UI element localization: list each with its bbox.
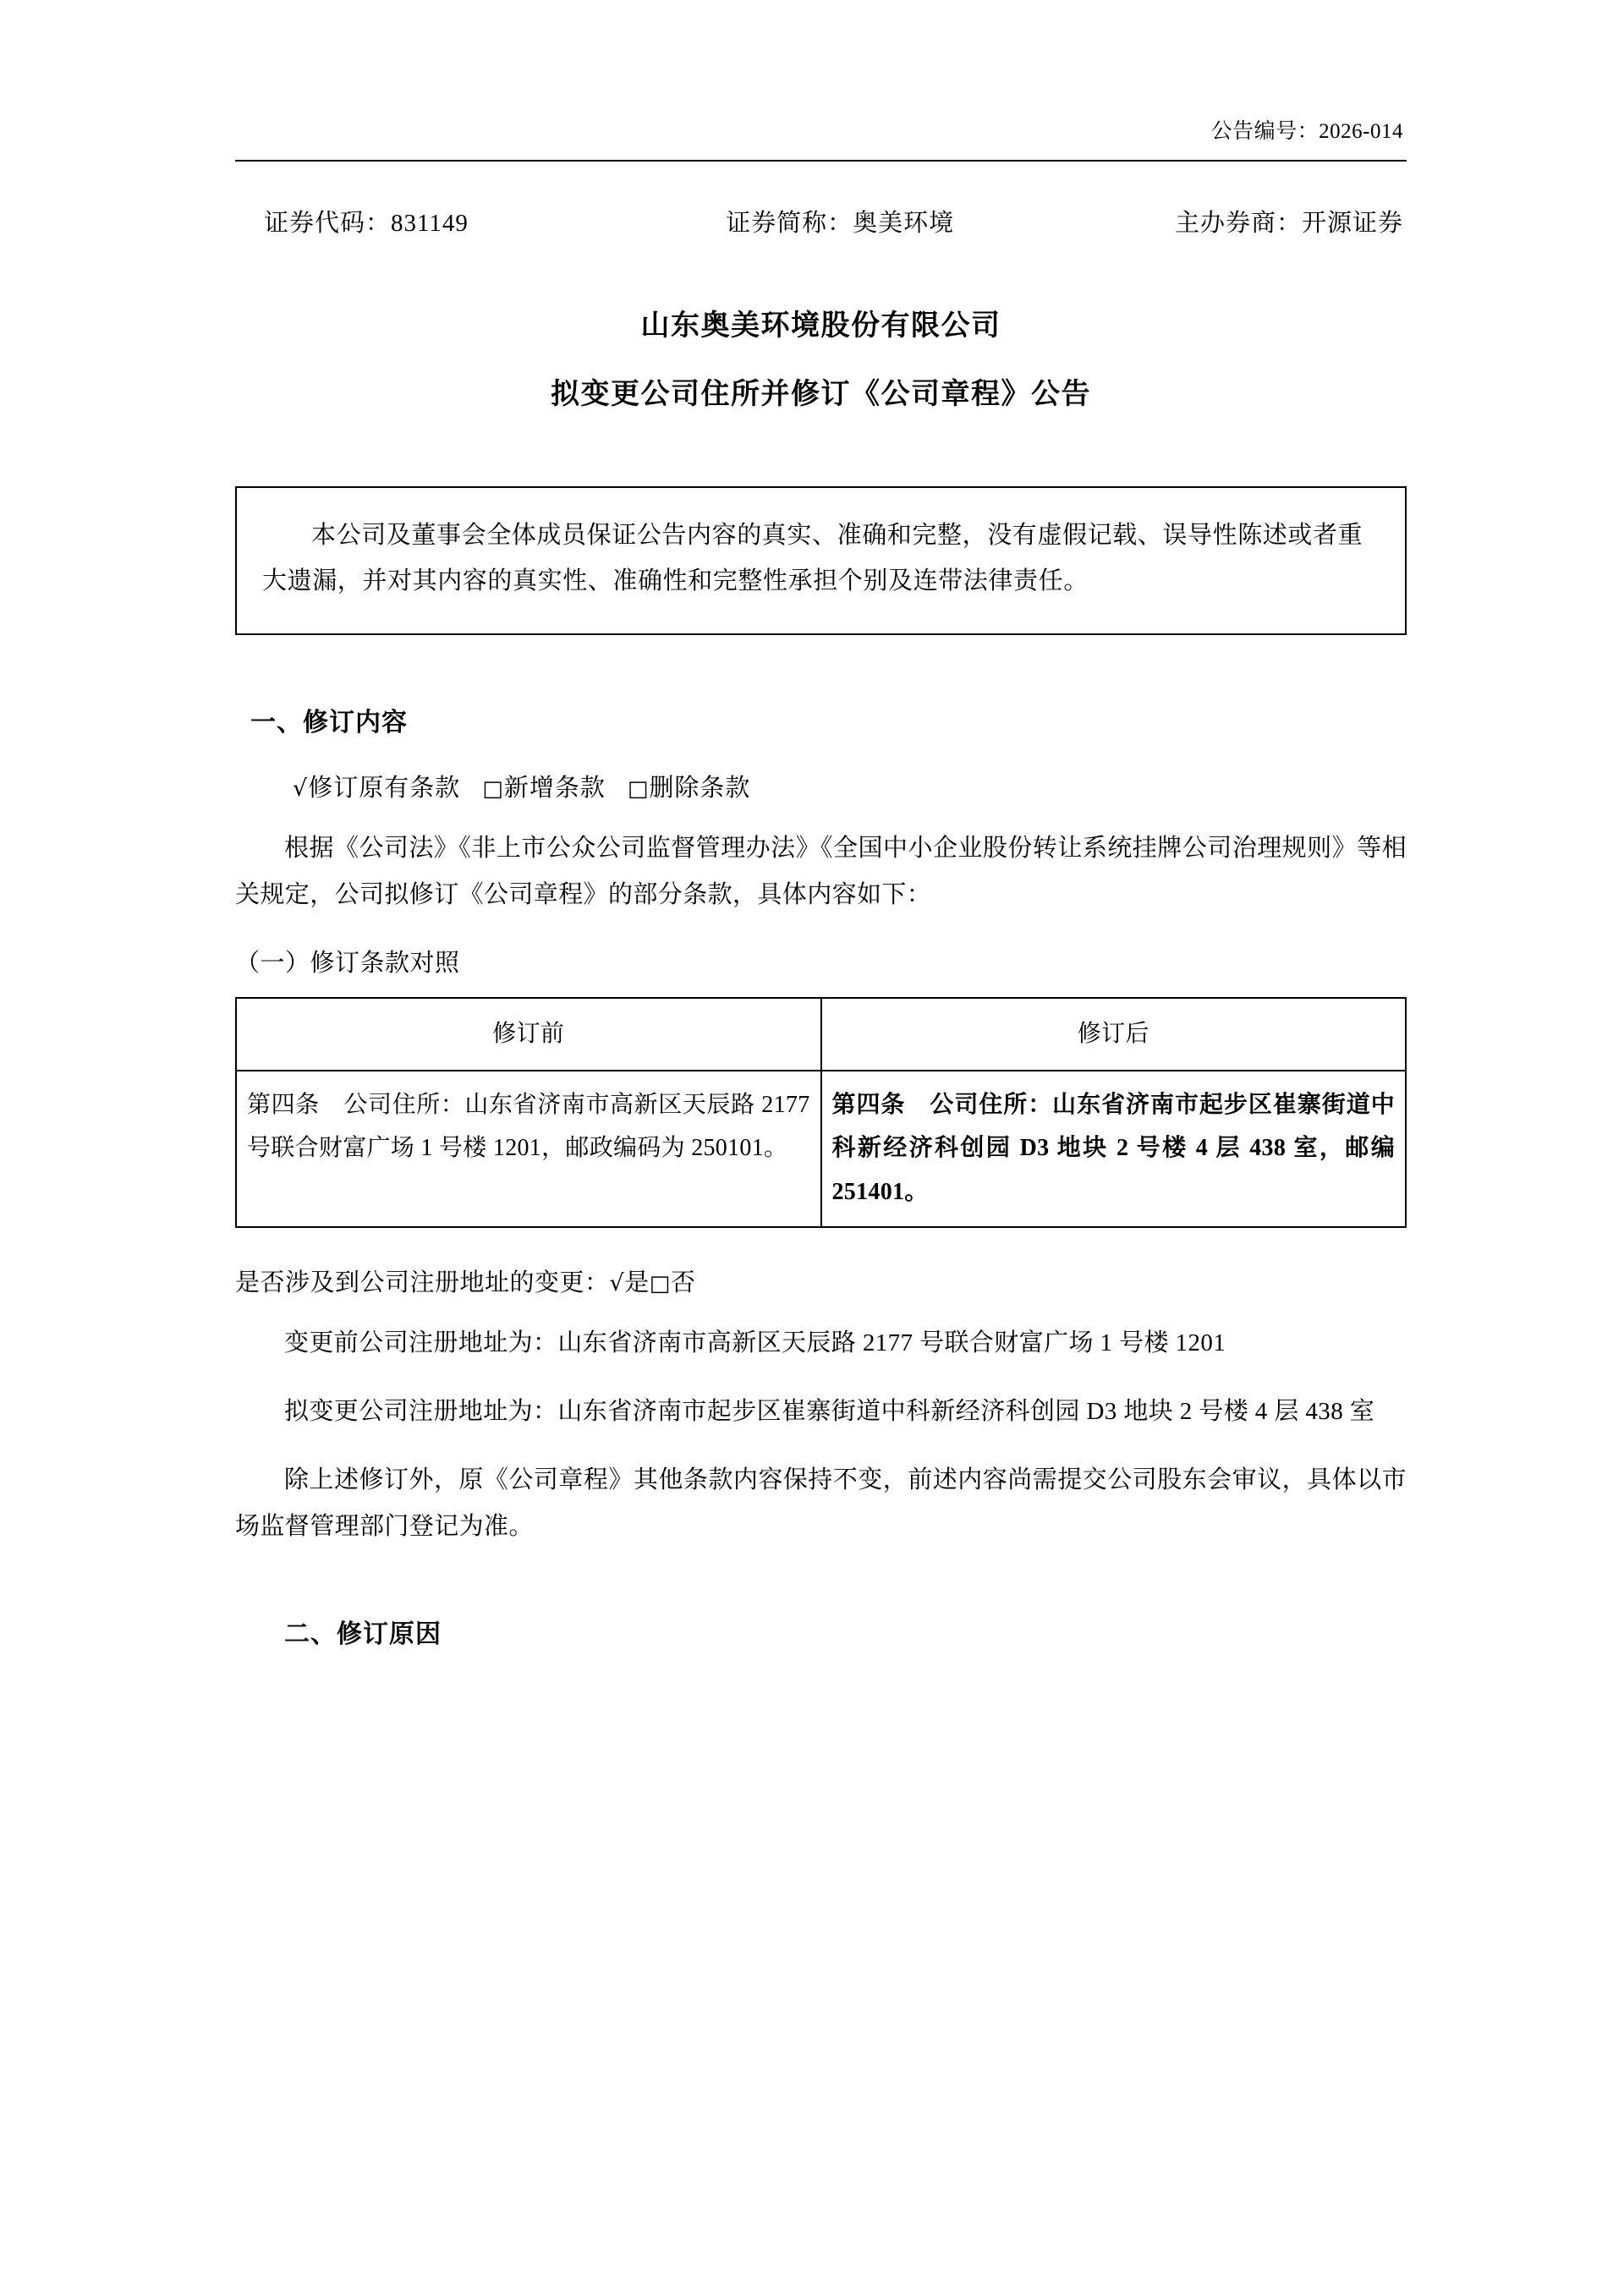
section-heading-revision-content: 一、修订内容	[250, 708, 408, 737]
header-divider	[235, 160, 1407, 162]
security-abbreviation: 证券简称：奥美环境	[726, 210, 955, 237]
closing-paragraph: 除上述修订外，原《公司章程》其他条款内容保持不变，前述内容尚需提交公司股东会审议，具体以市场监督管理部门登记为准。	[235, 1466, 1407, 1541]
empty-box-icon-no: □	[649, 1271, 671, 1297]
title-company-name: 山东奥美环境股份有限公司	[640, 310, 1001, 342]
registration-no-label: 否	[670, 1269, 696, 1297]
announcement-number: 公告编号：2026-014	[1210, 120, 1403, 143]
registration-change-question	[235, 1263, 1407, 1298]
table-row	[236, 1071, 1406, 1227]
address-before-paragraph: 变更前公司注册地址为：山东省济南市高新区天辰路 2177 号联合财富广场 1 号楼 1201	[284, 1329, 1226, 1357]
disclaimer-box	[235, 486, 1407, 634]
document-title	[235, 304, 1407, 417]
disclaimer-text: 本公司及董事会全体成员保证公告内容的真实、准确和完整，没有虚假记载、误导性陈述或者重大遗漏，并对其内容的真实性、准确性和完整性承担个别及连带法律责任。	[262, 522, 1363, 595]
sponsor-broker: 主办券商：开源证券	[1175, 210, 1404, 237]
checked-box-icon: √	[293, 775, 309, 802]
address-after-paragraph: 拟变更公司注册地址为：山东省济南市起步区崔寨街道中科新经济科创园 D3 地块 2 号楼 4 层 438 室	[284, 1398, 1375, 1426]
title-subject: 拟变更公司住所并修订《公司章程》公告	[551, 378, 1091, 410]
security-info-row	[235, 204, 1407, 238]
column-header-after: 修订后	[821, 998, 1407, 1071]
checked-box-icon-yes: √	[609, 1270, 625, 1297]
empty-box-icon-delete: □	[627, 775, 650, 802]
checkbox-label-delete: 删除条款	[649, 774, 751, 802]
checkbox-label-add: 新增条款	[503, 774, 606, 802]
revision-basis-paragraph: 根据《公司法》《非上市公众公司监督管理办法》《全国中小企业股份转让系统挂牌公司治理规则》等相关规定，公司拟修订《公司章程》的部分条款，具体内容如下：	[235, 834, 1407, 908]
revision-type-checkboxes	[235, 769, 1407, 803]
checkbox-label-amend: 修订原有条款	[308, 774, 461, 802]
page-content	[235, 0, 1407, 1650]
security-code: 证券代码：831149	[264, 210, 469, 237]
cell-clause-after: 第四条 公司住所：山东省济南市起步区崔寨街道中科新经济科创园 D3 地块 2 号楼 4 层 438 室，邮编 251401。	[821, 1071, 1407, 1227]
registration-yes-label: 是	[624, 1269, 650, 1297]
empty-box-icon-add: □	[482, 775, 504, 802]
subsection-title-comparison: （一）修订条款对照	[235, 949, 460, 977]
table-header-row	[236, 998, 1406, 1071]
registration-question-label: 是否涉及到公司注册地址的变更：	[235, 1269, 610, 1297]
section-heading-revision-reason: 二、修订原因	[284, 1620, 442, 1649]
revision-comparison-table	[235, 997, 1407, 1228]
cell-clause-before: 第四条 公司住所：山东省济南市高新区天辰路 2177 号联合财富广场 1 号楼 1201，邮政编码为 250101。	[236, 1071, 821, 1227]
column-header-before: 修订前	[236, 998, 821, 1071]
